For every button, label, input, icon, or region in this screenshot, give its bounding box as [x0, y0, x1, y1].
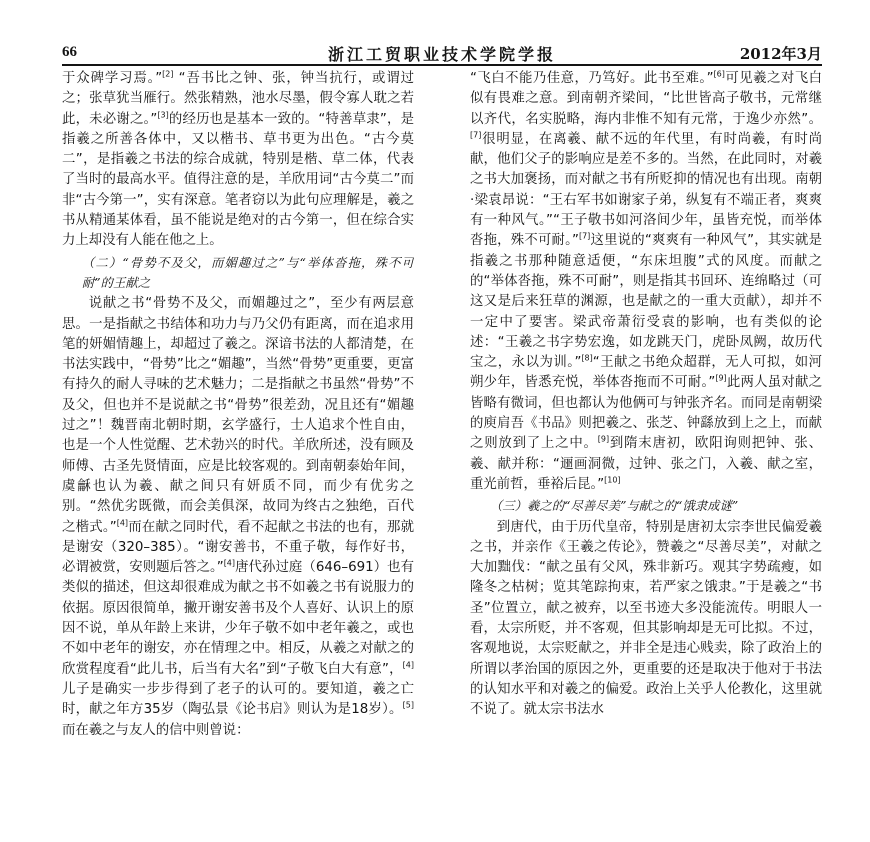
- section-heading-3: （三）羲之的“尽善尽美”与献之的“饿隶成谜”: [489, 498, 739, 514]
- right-paragraph-1: “飞白不能乃佳意，乃笃好。此书至难。”[6]可见羲之对飞白似有畏难之意。到南朝齐梁间，“比世皆高子敬书，元常继以齐代，名实脱略，海内非惟不知有元常，于逸少亦然”。[7]很明显，在离羲、献不远的年代里，有时尚羲，有时尚献，他们父子的影响应是差不多的。当然，在此同时，对羲之书大加褒扬，而对献之书有所贬抑的情况也有出现。南朝·梁袁昂说：“王右军书如谢家子弟，纵复有不端正者，爽爽有一种风气。”“王子敬书如河洛间少年，虽皆充悦，而举体沓拖，殊不可耐。”[7]这里说的“爽爽有一种风气”，其实就是指羲之书那种随意适便，“东床坦腹”式的风度。而献之的“举体沓拖，殊不可耐”，则是指其书回环、连绵略过（可这又是后来狂草的渊源，也是献之的一重大贡献），却并不一定中了要害。梁武帝萧衍受袁的影响，也有类似的论述：“王羲之书字势宏逸，如龙跳天门，虎卧凤阙，故历代宝之，永以为训。”[8]“王献之书绝众超群，无人可拟，如河朔少年，皆悉充悦，举体沓拖而不可耐。”[9]此两人虽对献之皆略有微词，但也都认为他俩可与钟张齐名。而同是南朝梁的庾肩吾《书品》则把羲之、张芝、钟繇放到上之上，而献之则放到了上之中。[9]到隋末唐初，欧阳询则把钟、张、羲、献并称：“逦画洞微，过钟、张之门，入羲、献之室，重光前哲，垂裕后昆。”[10]: [470, 69, 822, 492]
- left-column: [62, 69, 414, 841]
- right-column: [470, 69, 822, 841]
- header-rule: [62, 64, 822, 66]
- section-heading-2: （二）“骨势不及父，而媚趣过之”与“举体沓拖，殊不可耐”的王献之: [81, 254, 414, 290]
- page-number: 66: [62, 44, 77, 60]
- issue-date: 2012年3月: [739, 45, 822, 63]
- right-paragraph-2: 到唐代，由于历代皇帝，特别是唐初太宗李世民偏爱羲之书，并亲作《王羲之传论》，赞羲之“尽善尽美”，对献之大加黜伐：“献之虽有父风，殊非新巧。观其字势疏瘦，如隆冬之枯树；览其笔踪拘束，若严家之饿隶。”于是羲之“书圣”位置立，献之被弃，以至书迹大多没能流传。明眼人一看，太宗所贬，并不客观，但其影响却是无可比拟。不过，客观地说，太宗贬献之，并非全是违心贱卖，除了政治上的所谓以孝治国的原因之外，更重要的还是取决于他对于书法的认知水平和对羲之的偏爱。政治上关乎人伦教化，这里就不说了。就太宗书法水: [470, 519, 822, 718]
- journal-title: 浙江工贸职业技术学院学报: [327, 45, 556, 64]
- left-paragraph-1: 于众碑学习焉。”[2] “吾书比之钟、张，钟当抗行，或谓过之；张草犹当雁行。然张精熟，池水尽墨，假令寡人耽之若此，未必谢之。”[3]的经历也是基本一致的。“特善草隶”，是指羲之所善各体中，又以楷书、草书更为出色。“古今莫二”，是指羲之书法的综合成就，特别是楷、草二体，代表了当时的最高水平。值得注意的是，羊欣用词“古今莫二”而非“古今第一”，实有深意。笔者窃以为此句应理解是，羲之书从精通某体看，虽不能说是绝对的古今第一，但在综合实力上却没有人能在他之上。: [62, 69, 414, 249]
- left-paragraph-2: 说献之书“骨势不及父，而媚趣过之”，至少有两层意思。一是指献之书结体和功力与乃父仍有距离，而在追求用笔的妍媚情趣上，却超过了羲之。深谙书法的人都清楚，在书法实践中，“骨势”比之“媚趣”，当然“骨势”更重要，更富有持久的耐人寻味的艺术魅力；二是指献之书虽然“骨势”不及父，但也并不是说献之书“骨势”很差劲，况且还有“媚趣过之”！魏晋南北朝时期，玄学盛行，士人追求个性自由，也是一个人性觉醒、艺术勃兴的时代。羊欣所述，没有顾及师傅、古圣先贤情面，应是比较客观的。到南朝泰始年间，虞龢也认为羲、献之间只有妍质不同，而少有优劣之别。“然优劣既微，而会美俱深，故同为终古之独绝，百代之楷式。”[4]而在献之同时代，看不起献之书法的也有，那就是谢安（320–385）。“谢安善书，不重子敬，每作好书，必谓被赏，安则题后答之。”[4]唐代孙过庭（646–691）也有类似的描述，但这却很难成为献之书不如羲之书有说服力的依据。原因很简单，撇开谢安善书及个人喜好、认识上的原因不说，单从年龄上来讲，少年子敬不如中老年羲之，或也不如中老年的谢安，亦在情理之中。相反，从羲之对献之的欣赏程度看“此儿书，后当有大名”到“子敬飞白大有意”，[4]儿子是确实一步步得到了老子的认可的。要知道，羲之亡时，献之年方35岁（陶弘景《论书启》则认为是18岁）。[5]而在羲之与友人的信中则曾说：: [62, 296, 414, 738]
- page-header: [62, 40, 822, 64]
